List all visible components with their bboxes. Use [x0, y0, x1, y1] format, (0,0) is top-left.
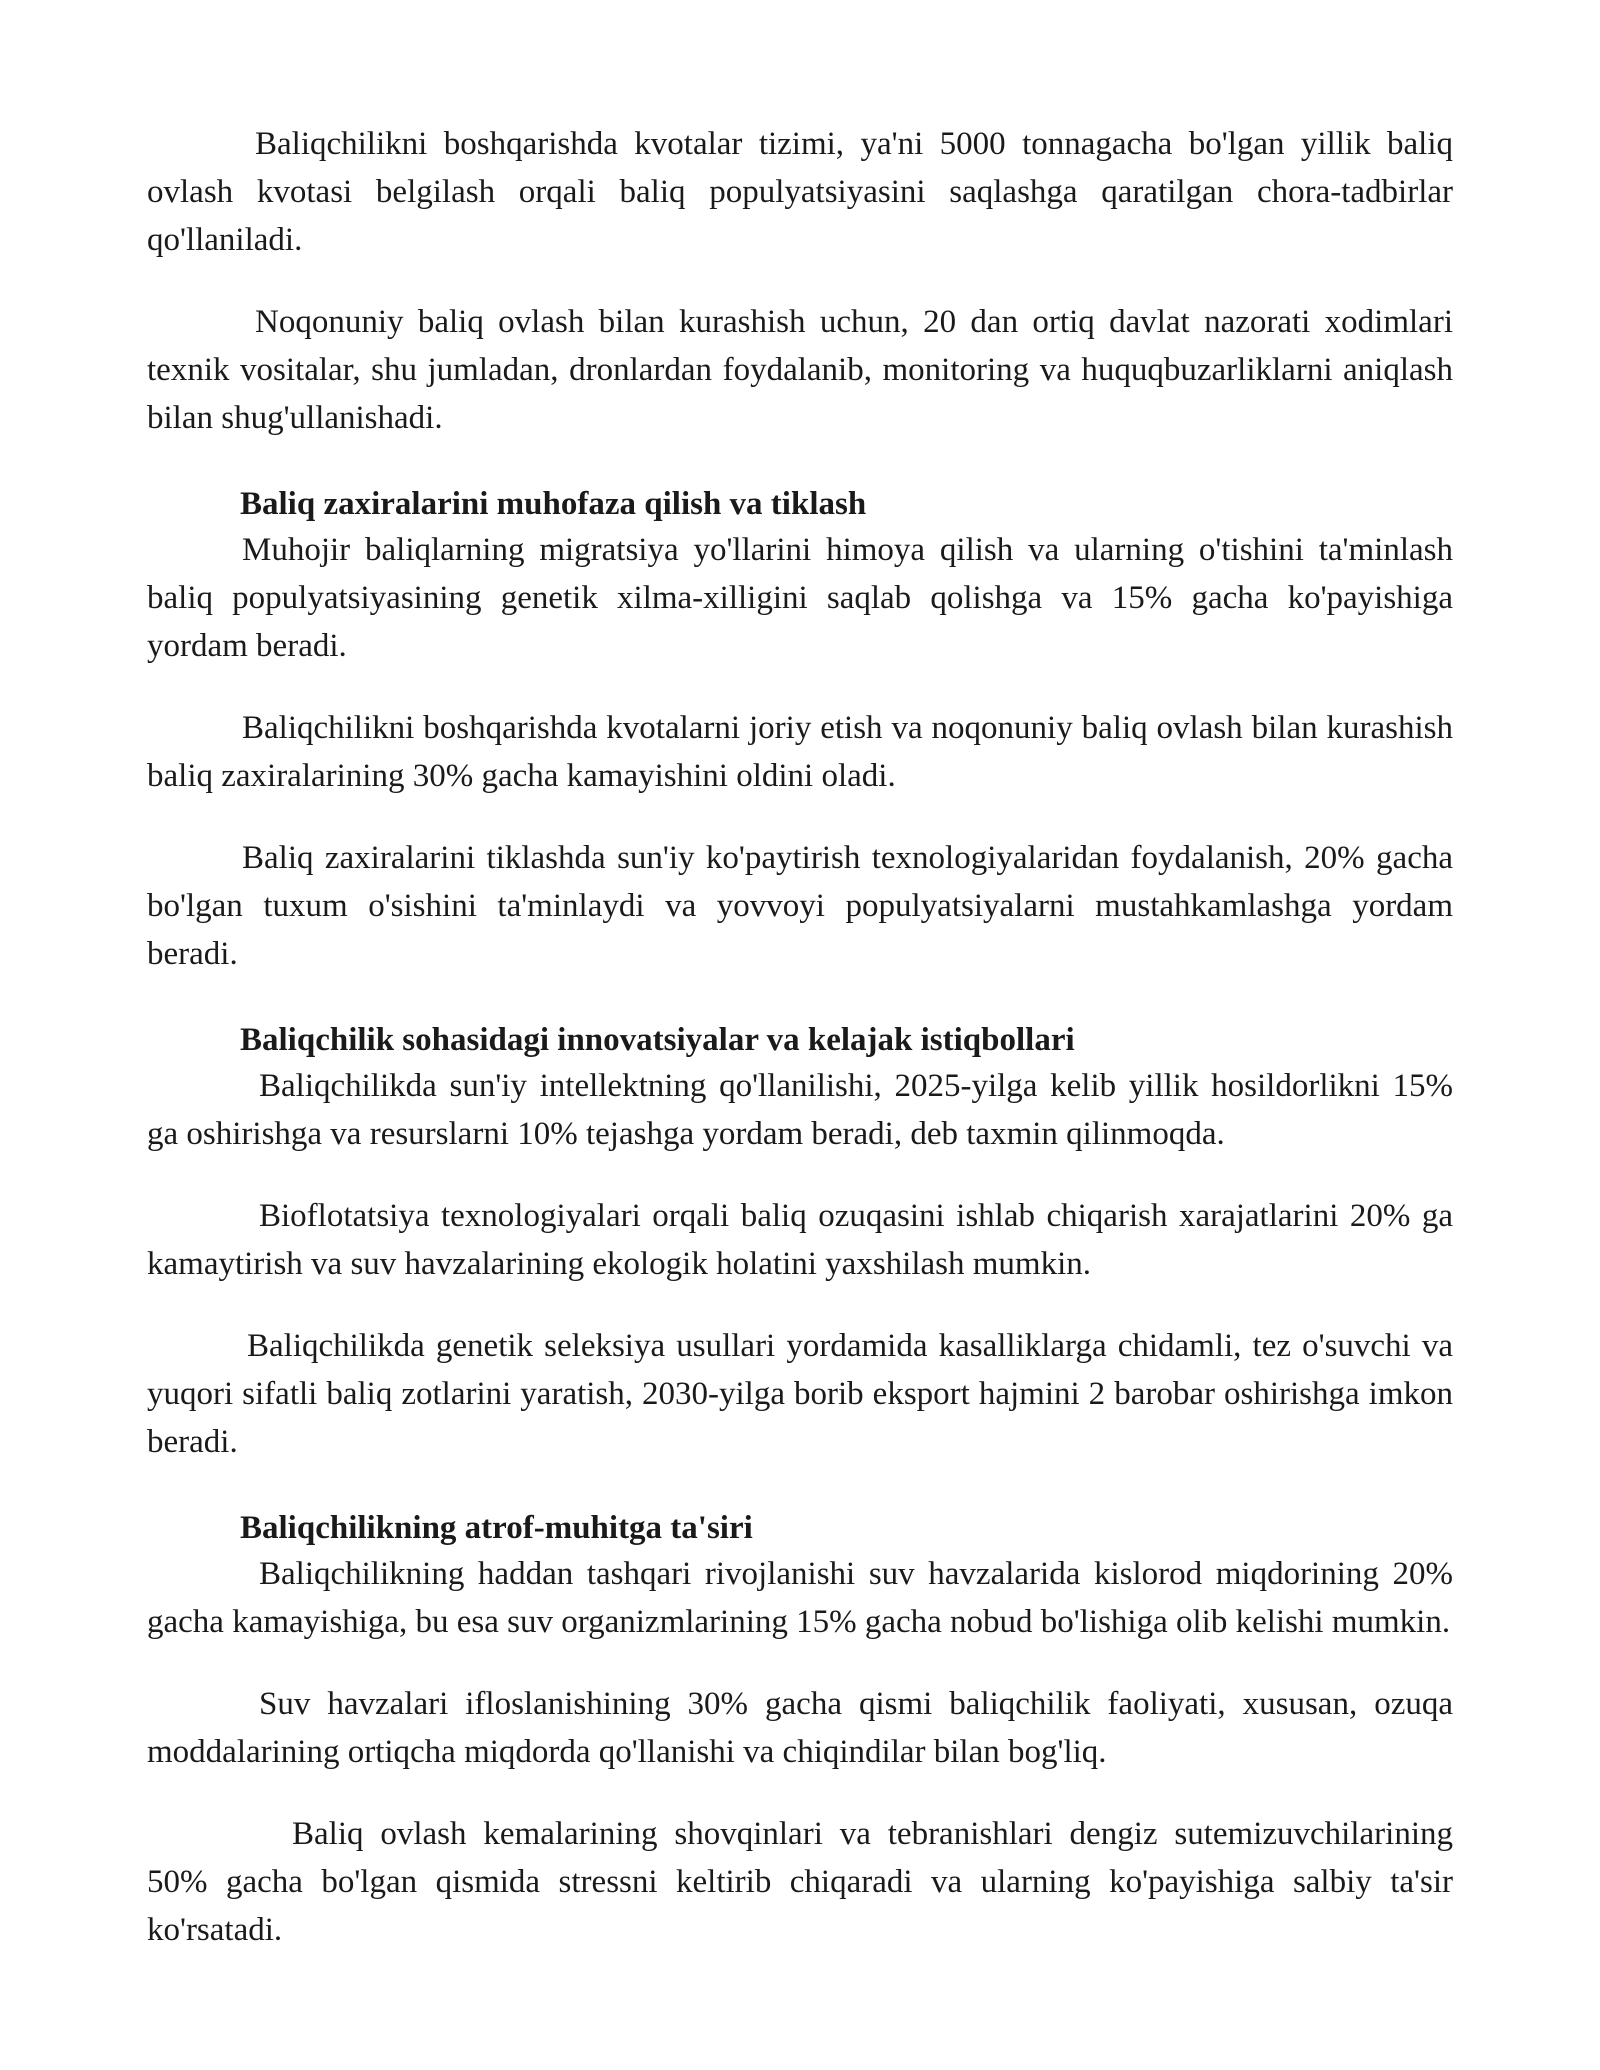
paragraph-artificial-breeding: Baliq zaxiralarini tiklashda sun'iy ko'paytirish texnologiyalaridan foydalanish, 20% gacha bo'lgan tuxum o'sishini ta'minlaydi va yovvoyi populyatsiyalarni mustahkamlashga yordam beradi.: [147, 840, 1453, 972]
paragraph-quota-implementation: Baliqchilikni boshqarishda kvotalarni joriy etish va noqonuniy baliq ovlash bilan kurashish baliq zaxiralarining 30% gacha kamayishini oldini oladi.: [147, 710, 1453, 794]
paragraph-genetic-selection: Baliqchilikda genetik seleksiya usullari yordamida kasalliklarga chidamli, tez o'suvchi va yuqori sifatli baliq zotlarini yaratish, 2030-yilga borib eksport hajmini 2 barobar oshirishga imkon beradi.: [147, 1328, 1453, 1460]
section-heading-environmental-impact: Baliqchilikning atrof-muhitga ta'siri: [240, 1510, 753, 1546]
paragraph-oxygen-depletion: Baliqchilikning haddan tashqari rivojlanishi suv havzalarida kislorod miqdorining 20% gacha kamayishiga, bu esa suv organizmlarining 15% gacha nobud bo'lishiga olib kelishi mumkin.: [147, 1556, 1453, 1640]
paragraph-artificial-intelligence: Baliqchilikda sun'iy intellektning qo'llanilishi, 2025-yilga kelib yillik hosildorlikni 15% ga oshirishga va resurslarni 10% tejashga yordam beradi, deb taxmin qilinmoqda.: [147, 1068, 1453, 1152]
paragraph-illegal-fishing-control: Noqonuniy baliq ovlash bilan kurashish uchun, 20 dan ortiq davlat nazorati xodimlari texnik vositalar, shu jumladan, dronlardan foydalanib, monitoring va huquqbuzarliklarni aniqlash bilan shug'ullanishadi.: [147, 304, 1453, 436]
section-heading-innovations: Baliqchilik sohasidagi innovatsiyalar va kelajak istiqbollari: [240, 1022, 1075, 1058]
paragraph-bioflotation: Bioflotatsiya texnologiyalari orqali baliq ozuqasini ishlab chiqarish xarajatlarini 20% ga kamaytirish va suv havzalarining ekologik holatini yaxshilash mumkin.: [147, 1198, 1453, 1282]
paragraph-migration-routes: Muhojir baliqlarning migratsiya yo'llarini himoya qilish va ularning o'tishini ta'minlash baliq populyatsiyasining genetik xilma-xilligini saqlab qolishga va 15% gacha ko'payishiga yordam beradi.: [147, 532, 1453, 664]
paragraph-quota-system: Baliqchilikni boshqarishda kvotalar tizimi, ya'ni 5000 tonnagacha bo'lgan yillik baliq ovlash kvotasi belgilash orqali baliq populyatsiyasini saqlashga qaratilgan chora-tadbirlar qo'llaniladi.: [147, 126, 1453, 258]
section-heading-fish-stock-protection: Baliq zaxiralarini muhofaza qilish va tiklash: [240, 486, 867, 522]
paragraph-vessel-noise: Baliq ovlash kemalarining shovqinlari va tebranishlari dengiz sutemizuvchilarining 50% gacha bo'lgan qismida stressni keltirib chiqaradi va ularning ko'payishiga salbiy ta'sir ko'rsatadi.: [147, 1816, 1453, 1948]
paragraph-water-pollution: Suv havzalari ifloslanishining 30% gacha qismi baliqchilik faoliyati, xususan, ozuqa moddalarining ortiqcha miqdorda qo'llanishi va chiqindilar bilan bog'liq.: [147, 1686, 1453, 1770]
document-page: [147, 120, 1453, 1954]
